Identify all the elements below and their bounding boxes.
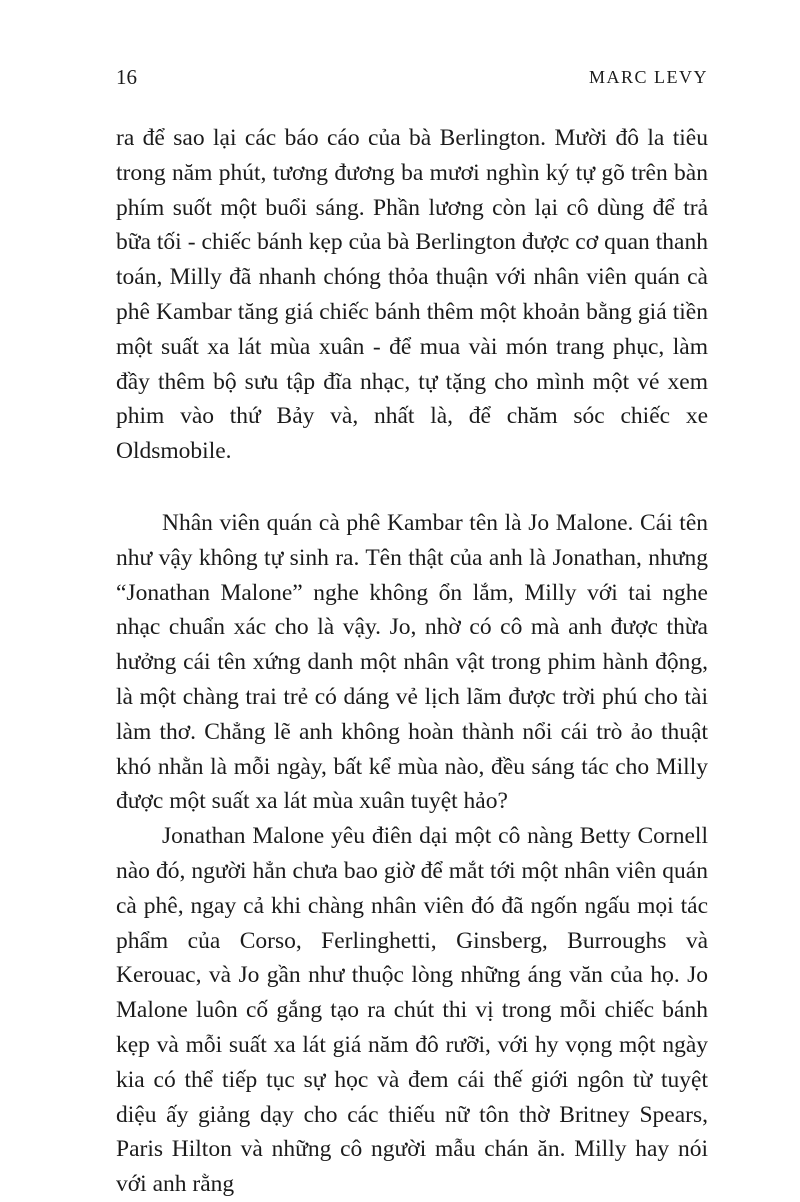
paragraph-jonathan-malone: Jonathan Malone yêu điên dại một cô nàng Betty Cornell nào đó, người hẳn chưa bao giờ để mắt tới một nhân viên quán cà phê, ngay cả khi chàng nhân viên đó đã ngốn ngấu mọi tác phẩm của Corso, Ferlinghetti, Ginsberg, Burroughs và Kerouac, và Jo gần như thuộc lòng những áng văn của họ. Jo Malone luôn cố gắng tạo ra chút thi vị trong mỗi chiếc bánh kẹp và mỗi suất xa lát giá năm đô rưỡi, với hy vọng một ngày kia có thể tiếp tục sự học và đem cái thế giới ngôn từ tuyệt diệu ấy giảng dạy cho các thiếu nữ tôn thờ Britney Spears, Paris Hilton và những cô người mẫu chán ăn. Milly hay nói với anh rằng: [116, 823, 708, 1198]
body-text: [116, 121, 708, 1202]
paragraph-jo-malone: Nhân viên quán cà phê Kambar tên là Jo Malone. Cái tên như vậy không tự sinh ra. Tên thật của anh là Jonathan, nhưng “Jonathan Malone” nghe không ổn lắm, Milly với tai nghe nhạc chuẩn xác cho là vậy. Jo, nhờ có cô mà anh được thừa hưởng cái tên xứng danh một nhân vật trong phim hành động, là một chàng trai trẻ có dáng vẻ lịch lãm được trời phú cho tài làm thơ. Chẳng lẽ anh không hoàn thành nổi cái trò ảo thuật khó nhằn là mỗi ngày, bất kể mùa nào, đều sáng tác cho Milly được một suất xa lát mùa xuân tuyệt hảo?: [116, 509, 708, 815]
running-head-author: MARC LEVY: [588, 67, 708, 87]
page-header: [116, 62, 708, 92]
page-number: 16: [116, 65, 137, 89]
paragraph-continued: ra để sao lại các báo cáo của bà Berlington. Mười đô la tiêu trong năm phút, tương đương ba mươi nghìn ký tự gõ trên bàn phím suốt một buổi sáng. Phần lương còn lại cô dùng để trả bữa tối - chiếc bánh kẹp của bà Berlington được cơ quan thanh toán, Milly đã nhanh chóng thỏa thuận với nhân viên quán cà phê Kambar tăng giá chiếc bánh thêm một khoản bằng giá tiền một suất xa lát mùa xuân - để mua vài món trang phục, làm đầy thêm bộ sưu tập đĩa nhạc, tự tặng cho mình một vé xem phim vào thứ Bảy và, nhất là, để chăm sóc chiếc xe Oldsmobile.: [116, 125, 708, 465]
